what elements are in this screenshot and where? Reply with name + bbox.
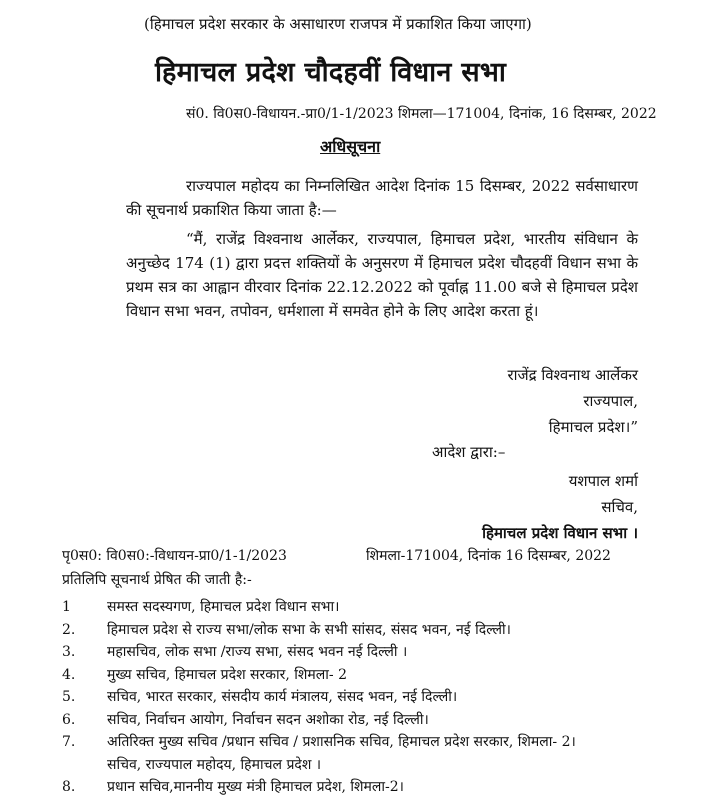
- list-item: [62, 641, 682, 664]
- governor-place: हिमाचल प्रदेश।”: [548, 418, 638, 436]
- distribution-list: [62, 596, 682, 799]
- list-item-text: सचिव, निर्वाचन आयोग, निर्वाचन सदन अशोका रोड, नई दिल्ली।: [107, 711, 429, 728]
- list-item-number: 8.: [62, 779, 76, 795]
- list-item-number: 3.: [62, 644, 76, 660]
- copy-reference-number: पृ0स0: वि0स0:-विधायन-प्रा0/1-1/2023: [62, 548, 287, 564]
- reference-line: सं0. वि0स0-विधायन.-प्रा0/1-1/2023 शिमला—171004, दिनांक, 16 दिसम्बर, 2022: [186, 106, 657, 122]
- list-item-text: मुख्य सचिव, हिमाचल प्रदेश सरकार, शिमला- 2: [107, 666, 347, 683]
- secretary-office: हिमाचल प्रदेश विधान सभा ।: [482, 524, 638, 542]
- notification-paragraph-1: राज्यपाल महोदय का निम्नलिखित आदेश दिनांक 15 दिसम्बर, 2022 सर्वसाधारण की सूचनार्थ प्रकाशित किया जाता है:—: [126, 177, 638, 219]
- list-item-number: 2.: [62, 621, 76, 638]
- document-title: हिमाचल प्रदेश चौदहवीं विधान सभा: [155, 57, 507, 88]
- governor-designation: राज्यपाल,: [583, 392, 638, 410]
- list-item: [62, 619, 682, 642]
- notification-paragraph-2: “मैं, राजेंद्र विश्वनाथ आर्लेकर, राज्यपाल, हिमाचल प्रदेश, भारतीय संविधान के अनुच्छेद 174 (1) द्वारा प्रदत्त शक्तियों के अनुसरण में हिमाचल प्रदेश चौदहवीं विधान सभा के प्रथम सत्र का आह्वान वीरवार दिनांक 22.12.2022 को पूर्वाह्न 11.00 बजे से हिमाचल प्रदेश विधान सभा भवन, तपोवन, धर्मशाला में समवेत होने के लिए आदेश करता हूं।: [126, 230, 638, 320]
- governor-signature-block: [507, 362, 638, 440]
- list-item-text: सचिव, राज्यपाल महोदय, हिमाचल प्रदेश ।: [107, 756, 322, 773]
- secretary-signature-block: [482, 468, 638, 546]
- list-item: [62, 596, 682, 619]
- list-item: [62, 664, 682, 687]
- list-item-number: 1: [62, 599, 71, 615]
- secretary-name: यशपाल शर्मा: [568, 472, 638, 490]
- list-item-text: प्रधान सचिव,माननीय मुख्य मंत्री हिमाचल प्रदेश, शिमला-2।: [107, 779, 404, 795]
- copy-reference-date: शिमला-171004, दिनांक 16 दिसम्बर, 2022: [366, 548, 611, 564]
- list-item: [62, 686, 682, 709]
- list-item-text: सचिव, भारत सरकार, संसदीय कार्य मंत्रालय, संसद भवन, नई दिल्ली।: [107, 689, 458, 705]
- notification-heading: अधिसूचना: [320, 137, 381, 156]
- list-item: [62, 754, 682, 777]
- list-item-text: अतिरिक्त मुख्य सचिव /प्रधान सचिव / प्रशासनिक सचिव, हिमाचल प्रदेश सरकार, शिमला- 2।: [107, 734, 576, 750]
- list-item: [62, 776, 682, 799]
- governor-name: राजेंद्र विश्वनाथ आर्लेकर: [507, 366, 638, 384]
- list-item-number: 7.: [62, 734, 76, 750]
- list-item: [62, 709, 682, 732]
- list-item: [62, 731, 682, 754]
- list-item-number: 4.: [62, 666, 76, 683]
- copy-intro: प्रतिलिपि सूचनार्थ प्रेषित की जाती है:-: [62, 572, 252, 588]
- list-item-text: हिमाचल प्रदेश से राज्य सभा/लोक सभा के सभी सांसद, संसद भवन, नई दिल्ली।: [107, 621, 511, 638]
- list-item-text: समस्त सदस्यगण, हिमाचल प्रदेश विधान सभा।: [107, 599, 340, 615]
- secretary-designation: सचिव,: [601, 498, 638, 516]
- gazette-note: (हिमाचल प्रदेश सरकार के असाधारण राजपत्र में प्रकाशित किया जाएगा): [144, 15, 532, 33]
- list-item-number: 6.: [62, 711, 76, 728]
- list-item-number: [62, 754, 107, 777]
- order-by-label: आदेश द्वारा:–: [432, 443, 506, 461]
- list-item-number: 5.: [62, 689, 76, 705]
- list-item-text: महासचिव, लोक सभा /राज्य सभा, संसद भवन नई दिल्ली ।: [107, 644, 408, 660]
